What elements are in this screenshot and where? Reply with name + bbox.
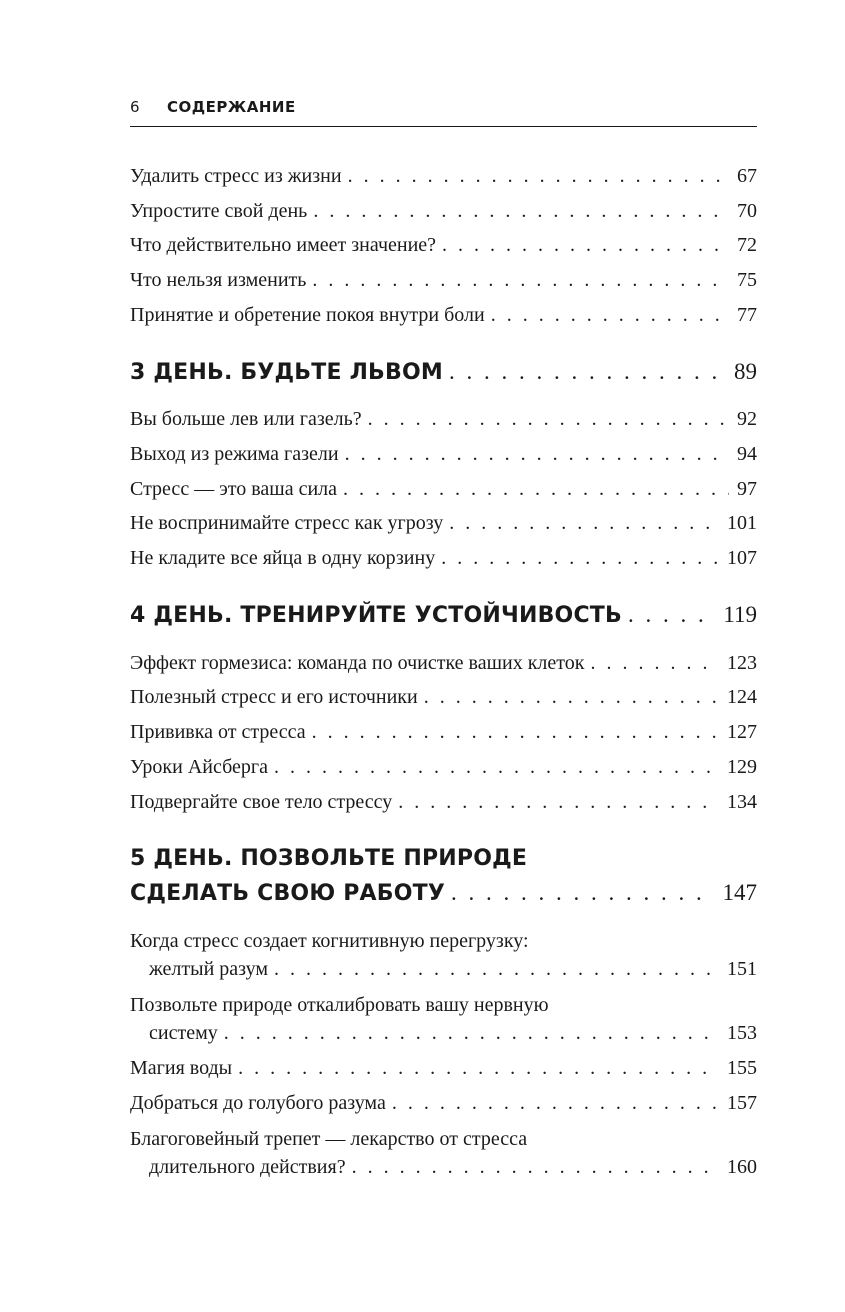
leader-dots (345, 440, 729, 468)
toc-entry-page: 160 (727, 1156, 757, 1178)
toc-entry-title: Принятие и обретение покоя внутри боли (130, 304, 485, 326)
toc-entry-page: 101 (727, 512, 757, 534)
leader-dots (224, 1019, 719, 1047)
toc-chapter[interactable] (130, 358, 757, 386)
toc-chapter-page: 147 (722, 880, 757, 905)
toc-entry[interactable] (130, 405, 757, 433)
toc-entry-title: Не воспринимайте стресс как угрозу (130, 512, 444, 534)
leader-dots (392, 1089, 719, 1117)
toc-entry-page: 92 (737, 408, 757, 430)
toc-entry-title: Что действительно имеет значение? (130, 234, 437, 256)
toc-entry-page: 153 (727, 1022, 757, 1044)
toc-entry-page: 107 (727, 547, 757, 569)
leader-dots (449, 509, 719, 537)
toc-entry[interactable] (130, 1089, 757, 1117)
leader-dots (398, 788, 719, 816)
toc-entry-title: длительного действия? (149, 1156, 346, 1178)
leader-dots (451, 879, 715, 907)
toc-chapter-title: СДЕЛАТЬ СВОЮ РАБОТУ (130, 881, 445, 906)
page-header (130, 96, 757, 127)
leader-dots (348, 162, 729, 190)
toc-entry[interactable] (130, 788, 757, 816)
toc-entry-title: желтый разум (149, 958, 269, 980)
toc-entry-title: Уроки Айсберга (130, 756, 268, 778)
toc-entry-title: Выход из режима газели (130, 443, 339, 465)
toc-entry[interactable] (130, 301, 757, 329)
leader-dots (313, 197, 729, 225)
toc-entry[interactable] (130, 266, 757, 294)
toc-entry[interactable] (130, 475, 757, 503)
toc-entry[interactable] (130, 162, 757, 190)
leader-dots (628, 601, 715, 629)
leader-dots (274, 753, 719, 781)
toc-entry-page: 67 (737, 165, 757, 187)
toc-entry-page: 124 (727, 686, 757, 708)
toc-entry-title: Упростите свой день (130, 200, 308, 222)
toc-entry-page: 127 (727, 721, 757, 743)
toc-entry-page: 72 (737, 234, 757, 256)
toc-entry-title: Добраться до голубого разума (130, 1092, 386, 1114)
leader-dots (441, 544, 719, 572)
toc-entry-page: 129 (727, 756, 757, 778)
leader-dots (312, 718, 719, 746)
toc-chapter-title: 4 ДЕНЬ. ТРЕНИРУЙТЕ УСТОЙЧИВОСТЬ (130, 603, 622, 628)
toc-entry[interactable] (130, 231, 757, 259)
toc-chapter-page: 119 (723, 602, 757, 627)
leader-dots (491, 301, 729, 329)
toc-entry[interactable] (130, 544, 757, 572)
toc-entry[interactable] (130, 955, 757, 983)
toc-entry-title: систему (149, 1022, 218, 1044)
toc-entry-title: Прививка от стресса (130, 721, 306, 743)
toc-entry[interactable] (130, 718, 757, 746)
toc-entry-page: 157 (727, 1092, 757, 1114)
toc-entry-title: Удалить стресс из жизни (130, 165, 342, 187)
toc-entry-page: 151 (727, 958, 757, 980)
toc-entry-title: Вы больше лев или газель? (130, 408, 362, 430)
toc-entry[interactable] (130, 440, 757, 468)
toc-entry[interactable] (130, 649, 757, 677)
toc-entry[interactable] (130, 753, 757, 781)
leader-dots (274, 955, 719, 983)
toc-entry[interactable] (130, 1054, 757, 1082)
toc-entry-page: 70 (737, 200, 757, 222)
toc-entry-title: Эффект гормезиса: команда по очистке ваших клеток (130, 652, 585, 674)
leader-dots (424, 683, 719, 711)
leader-dots (238, 1054, 719, 1082)
leader-dots (352, 1153, 719, 1181)
page-number: 6 (130, 98, 140, 116)
toc-entry-page: 94 (737, 443, 757, 465)
toc-entry-title: Что нельзя изменить (130, 269, 307, 291)
toc-entry-page: 97 (737, 478, 757, 500)
toc-entry-page: 123 (727, 652, 757, 674)
toc-entry[interactable] (130, 1019, 757, 1047)
toc-entry-title-line1: Когда стресс создает когнитивную перегрузку: (130, 930, 529, 952)
toc-entry-title-line1: Благоговейный трепет — лекарство от стресса (130, 1128, 528, 1150)
leader-dots (590, 649, 719, 677)
toc-chapter-page: 89 (734, 359, 757, 384)
leader-dots (312, 266, 729, 294)
toc-entry-title-line1: Позвольте природе откалибровать вашу нервную (130, 994, 549, 1016)
toc-entry-title: Полезный стресс и его источники (130, 686, 418, 708)
toc-chapter[interactable] (130, 879, 757, 907)
toc-entry-page: 134 (727, 791, 757, 813)
toc-chapter-title-line1: 5 ДЕНЬ. ПОЗВОЛЬТЕ ПРИРОДЕ (130, 846, 528, 871)
toc-chapter-title: 3 ДЕНЬ. БУДЬТЕ ЛЬВОМ (130, 360, 443, 385)
toc-entry[interactable] (130, 1153, 757, 1181)
toc-chapter[interactable] (130, 601, 757, 629)
toc-entry-title: Не кладите все яйца в одну корзину (130, 547, 436, 569)
toc-entry-page: 77 (737, 304, 757, 326)
toc-entry-title: Стресс — это ваша сила (130, 478, 338, 500)
leader-dots (343, 475, 729, 503)
toc-entry-page: 155 (727, 1057, 757, 1079)
toc-entry-title: Магия воды (130, 1057, 233, 1079)
toc-entry-title: Подвергайте свое тело стрессу (130, 791, 393, 813)
toc-entry-page: 75 (737, 269, 757, 291)
toc-entry[interactable] (130, 683, 757, 711)
toc-entry[interactable] (130, 509, 757, 537)
leader-dots (449, 358, 726, 386)
leader-dots (368, 405, 729, 433)
header-title: СОДЕРЖАНИЕ (167, 98, 296, 116)
leader-dots (442, 231, 729, 259)
toc-entry[interactable] (130, 197, 757, 225)
